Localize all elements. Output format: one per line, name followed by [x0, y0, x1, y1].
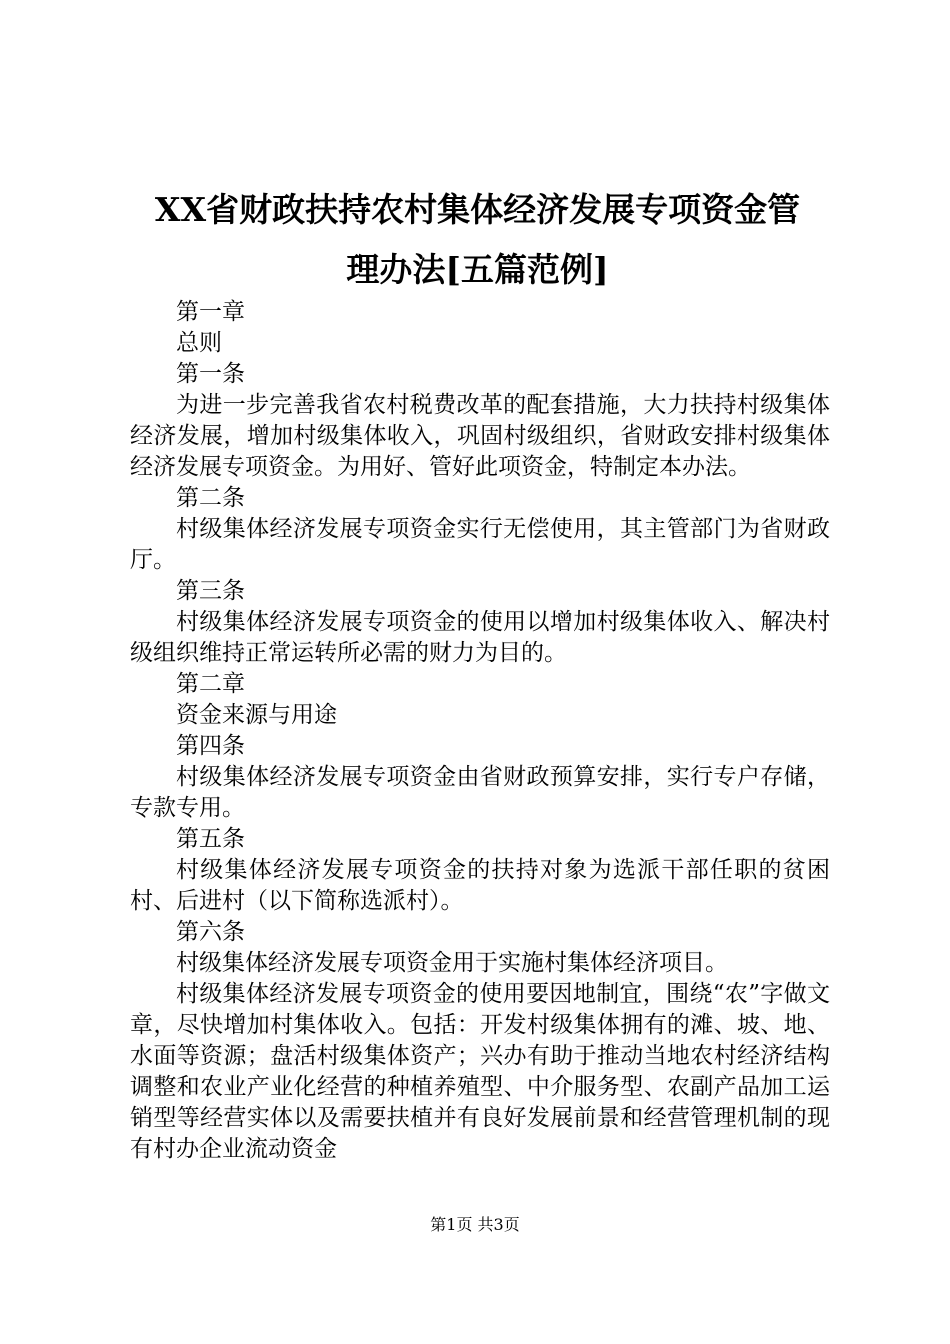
article-2-text: 村级集体经济发展专项资金实行无偿使用，其主管部门为省财政厅。 — [130, 516, 830, 573]
page-footer: 第1页 共3页 — [430, 1215, 520, 1234]
article-6-heading: 第六条 — [176, 919, 245, 945]
article-5-text: 村级集体经济发展专项资金的扶持对象为选派干部任职的贫困村、后进村（以下简称选派村）。 — [130, 857, 830, 914]
article-4-text: 村级集体经济发展专项资金由省财政预算安排，实行专户存储，专款专用。 — [130, 764, 830, 821]
article-5-heading: 第五条 — [176, 826, 245, 852]
article-1-heading: 第一条 — [176, 361, 245, 387]
title-line-2: 理办法[五篇范例] — [346, 250, 609, 289]
article-6-text: 村级集体经济发展专项资金用于实施村集体经济项目。 — [176, 950, 728, 976]
chapter-2-title: 资金来源与用途 — [176, 702, 337, 728]
chapter-1-heading: 第一章 — [176, 299, 245, 325]
article-4-heading: 第四条 — [176, 733, 245, 759]
title-line-1: XX省财政扶持农村集体经济发展专项资金管 — [154, 190, 801, 229]
document-body — [130, 297, 830, 1165]
document-title — [125, 180, 830, 300]
chapter-2-heading: 第二章 — [176, 671, 245, 697]
article-3-text: 村级集体经济发展专项资金的使用以增加村级集体收入、解决村级组织维持正常运转所必需的财力为目的。 — [130, 609, 830, 666]
article-3-heading: 第三条 — [176, 578, 245, 604]
article-6-text-continued: 村级集体经济发展专项资金的使用要因地制宜，围绕“农”字做文章，尽快增加村集体收入。包括：开发村级集体拥有的滩、坡、地、水面等资源；盘活村级集体资产；兴办有助于推动当地农村经济结构调整和农业产业化经营的种植养殖型、中介服务型、农副产品加工运销型等经营实体以及需要扶植并有良好发展前景和经营管理机制的现有村办企业流动资金 — [130, 981, 830, 1162]
chapter-1-title: 总则 — [176, 330, 222, 356]
article-1-text: 为进一步完善我省农村税费改革的配套措施，大力扶持村级集体经济发展，增加村级集体收入，巩固村级组织，省财政安排村级集体经济发展专项资金。为用好、管好此项资金，特制定本办法。 — [130, 392, 830, 480]
article-2-heading: 第二条 — [176, 485, 245, 511]
